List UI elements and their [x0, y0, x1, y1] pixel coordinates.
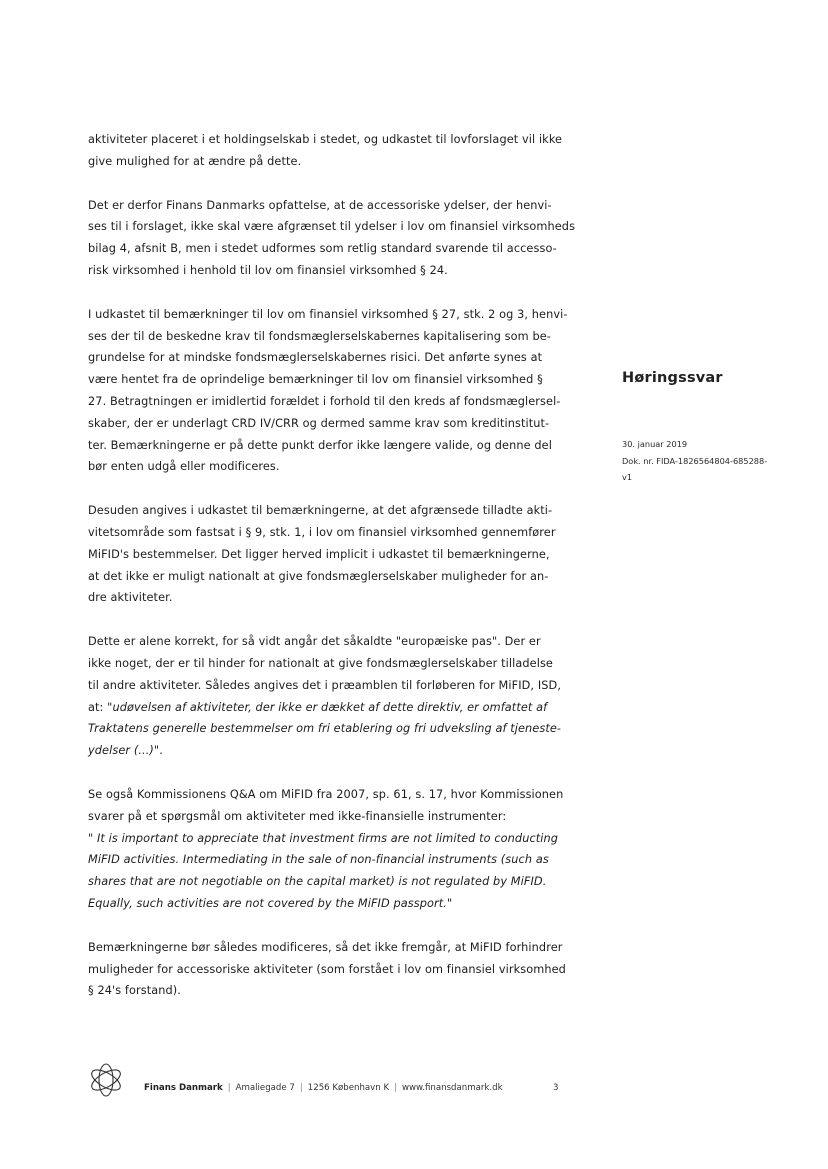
paragraph-3	[88, 304, 568, 478]
text-line	[88, 740, 560, 762]
page-number: 3	[553, 1083, 559, 1093]
text-line: vitetsområde som fastsat i § 9, stk. 1, i lov om finansiel virksomhed gennemfører	[88, 525, 556, 539]
text-line: Det er derfor Finans Danmarks opfattelse, at de accessoriske ydelser, der henvi-	[88, 198, 552, 212]
text-line	[88, 871, 560, 893]
footer-separator: |	[227, 1083, 231, 1093]
quote-lead: at: "	[88, 700, 113, 714]
text-line: I udkastet til bemærkninger til lov om finansiel virksomhed § 27, stk. 2 og 3, henvi-	[88, 307, 568, 321]
footer-contact	[144, 1083, 503, 1093]
text-line: ikke noget, der er til hinder for nationalt at give fondsmæglerselskaber tilladelse	[88, 656, 553, 670]
footer-city: 1256 København K	[307, 1083, 390, 1093]
footer-separator: |	[394, 1083, 397, 1093]
document-date: 30. januar 2019	[622, 439, 688, 449]
text-line: svarer på et spørgsmål om aktiviteter med ikke-finansielle instrumenter:	[88, 809, 507, 823]
text-line: ses til i forslaget, ikke skal være afgrænset til ydelser i lov om finansiel virksomheds	[88, 220, 576, 234]
text-line: være hentet fra de oprindelige bemærkninger til lov om finansiel virksomhed §	[88, 373, 543, 387]
text-line: bilag 4, afsnit B, men i stedet udformes som retlig standard svarende til accesso-	[88, 242, 557, 256]
sidebar	[622, 370, 802, 486]
document-reference-version: v1	[622, 472, 633, 482]
text-line	[88, 718, 560, 740]
text-line	[88, 697, 560, 719]
footer	[86, 1060, 566, 1110]
paragraph-5	[88, 631, 560, 762]
text-line: muligheder for accessoriske aktiviteter (som forstået i lov om finansiel virksomhed	[88, 962, 566, 976]
paragraph-7	[88, 937, 566, 1002]
text-line: aktiviteter placeret i et holdingselskab i stedet, og udkastet til lovforslaget vil ikke	[88, 133, 563, 146]
text-line: skaber, der er underlagt CRD IV/CRR og dermed samme krav som kreditinstitut-	[88, 416, 550, 430]
text-line: MiFID's bestemmelser. Det ligger herved implicit i udkastet til bemærkningerne,	[88, 547, 550, 561]
finans-danmark-logo-icon	[86, 1060, 126, 1100]
document-type-heading: Høringssvar	[622, 370, 723, 386]
text-line: bør enten udgå eller modificeres.	[88, 460, 280, 474]
text-line	[88, 849, 560, 871]
text-line: Dette er alene korrekt, for så vidt angår det såkaldte "europæiske pas". Der er	[88, 635, 541, 649]
quote-italic: Equally, such activities are not covered by the MiFID passport.	[88, 896, 447, 910]
quote-lead: "	[88, 831, 97, 845]
document-meta	[622, 436, 802, 486]
footer-brand: Finans Danmark	[144, 1083, 223, 1093]
text-line: ses der til de beskedne krav til fondsmæglerselskabernes kapitalisering som be-	[88, 329, 551, 343]
text-line: grundelse for at mindske fondsmæglerselskabernes risici. Det anførte synes at	[88, 351, 543, 365]
text-line: Desuden angives i udkastet til bemærkningerne, at det afgrænsede tilladte akti-	[88, 504, 553, 518]
quote-italic: Traktatens generelle bestemmelser om fri etablering og fri udveksling af tjeneste-	[88, 722, 562, 736]
quote-italic: shares that are not negotiable on the capital market) is not regulated by MiFID.	[88, 875, 547, 889]
text-line	[88, 893, 560, 915]
quote-tail: ".	[153, 744, 163, 758]
paragraph-1	[88, 129, 563, 173]
text-line: 27. Betragtningen er imidlertid forældet i forhold til den kreds af fondsmæglersel-	[88, 394, 561, 408]
text-line: dre aktiviteter.	[88, 591, 173, 605]
text-line: risk virksomhed i henhold til lov om finansiel virksomhed § 24.	[88, 263, 448, 277]
text-line: § 24's forstand).	[88, 984, 181, 998]
text-line: ter. Bemærkningerne er på dette punkt derfor ikke længere valide, og denne del	[88, 438, 552, 452]
quote-italic: MiFID activities. Intermediating in the sale of non-financial instruments (such as	[88, 853, 549, 867]
text-line: Bemærkningerne bør således modificeres, så det ikke fremgår, at MiFID forhindrer	[88, 940, 563, 954]
quote-tail: "	[447, 896, 453, 910]
quote-italic: udøvelsen af aktiviteter, der ikke er dækket af dette direktiv, er omfattet af	[112, 700, 548, 714]
quote-italic: ydelser (...)	[88, 744, 154, 758]
text-line	[88, 828, 560, 850]
paragraph-6	[88, 784, 564, 915]
body-text	[88, 129, 576, 1024]
quote-italic: It is important to appreciate that investment firms are not limited to conducting	[97, 831, 559, 845]
paragraph-2	[88, 195, 576, 282]
footer-address: Amaliegade 7	[235, 1083, 295, 1093]
paragraph-4	[88, 500, 560, 609]
footer-url[interactable]: www.finansdanmark.dk	[401, 1083, 503, 1093]
footer-separator: |	[299, 1083, 303, 1093]
text-line: Se også Kommissionens Q&A om MiFID fra 2007, sp. 61, s. 17, hvor Kommissionen	[88, 787, 564, 801]
document-reference: Dok. nr. FIDA-1826564804-685288-	[622, 455, 768, 466]
text-line: give mulighed for at ændre på dette.	[88, 154, 302, 168]
text-line: til andre aktiviteter. Således angives det i præamblen til forløberen for MiFID, ISD,	[88, 678, 562, 692]
text-line: at det ikke er muligt nationalt at give fondsmæglerselskaber muligheder for an-	[88, 569, 549, 583]
